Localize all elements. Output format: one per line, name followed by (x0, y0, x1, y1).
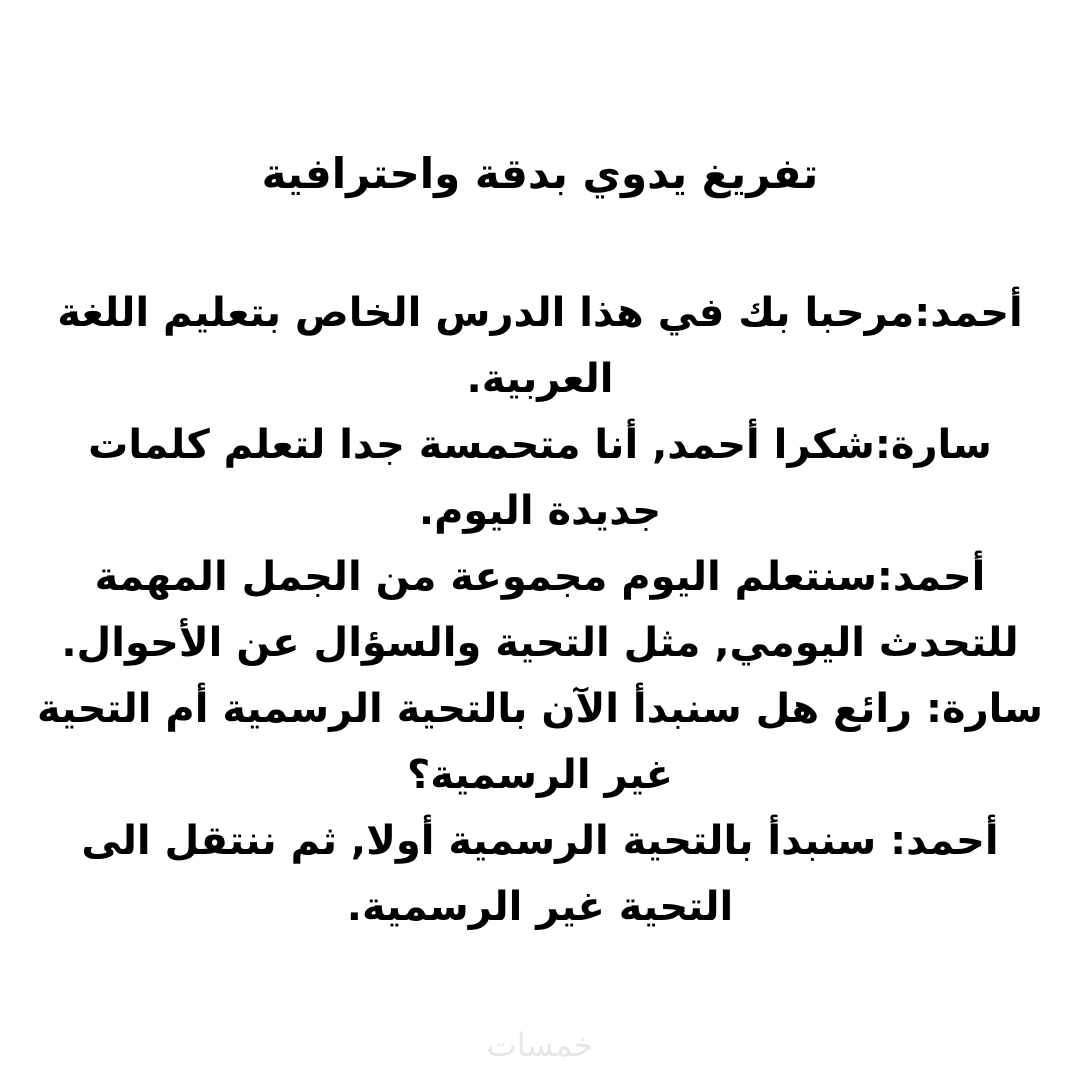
khamsat-watermark: خمسات (486, 1026, 594, 1064)
page-title: تفريغ يدوي بدقة واحترافية (261, 149, 819, 198)
dialogue-line: التحية غير الرسمية. (346, 884, 734, 930)
dialogue-line: غير الرسمية؟ (406, 752, 673, 798)
dialogue-line: أحمد:سنتعلم اليوم مجموعة من الجمل المهمة (94, 554, 986, 600)
dialogue-line: للتحدث اليومي, مثل التحية والسؤال عن الأحوال. (61, 620, 1019, 666)
dialogue-line: أحمد: سنبدأ بالتحية الرسمية أولا, ثم ننتقل الى (81, 818, 999, 864)
dialogue-line: أحمد:مرحبا بك في هذا الدرس الخاص بتعليم اللغة (57, 290, 1023, 336)
dialogue-line: سارة:شكرا أحمد, أنا متحمسة جدا لتعلم كلمات (88, 422, 992, 468)
dialogue-line: جديدة اليوم. (418, 488, 662, 534)
dialogue-line: سارة: رائع هل سنبدأ الآن بالتحية الرسمية أم التحية (36, 686, 1043, 732)
dialogue-line: العربية. (466, 356, 614, 402)
dialogue-transcript (20, 280, 1060, 940)
